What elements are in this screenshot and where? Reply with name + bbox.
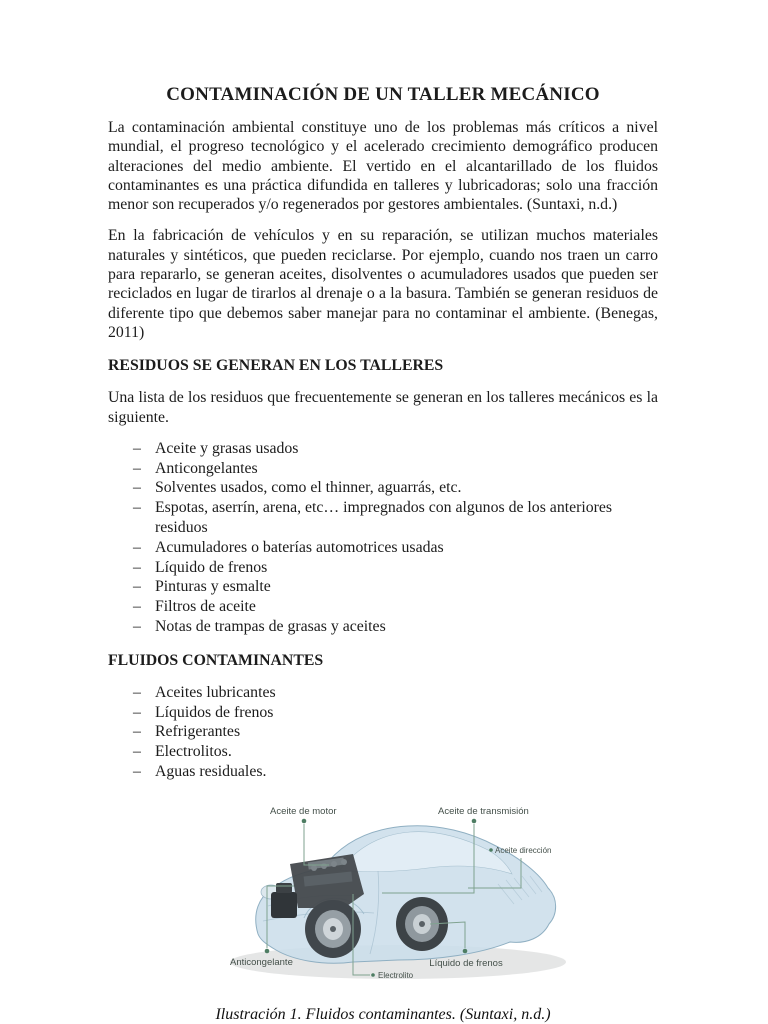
list-item-text: Electrolitos. bbox=[155, 743, 232, 761]
label-aceite-de-transmision: Aceite de transmisión bbox=[438, 805, 529, 817]
list-item bbox=[133, 538, 658, 558]
section-heading-fluidos: FLUIDOS CONTAMINANTES bbox=[108, 651, 324, 669]
paragraph-intro: La contaminación ambiental constituye uno de los problemas más críticos a nivel mundial, el progreso tecnológico y el acelerado crecimiento demográfico producen alteraciones del medio ambiente. El vertido en el alcantarillado de los fluidos contaminantes es una práctica difundida en talleres y lubricadoras; solo una fracción menor son recuperados y/o regenerados por gestores ambientales. (Suntaxi, n.d.) bbox=[108, 119, 658, 214]
dash-bullet: – bbox=[133, 558, 141, 576]
list-item bbox=[133, 577, 658, 597]
list-item bbox=[133, 683, 658, 703]
list-item-text: Pinturas y esmalte bbox=[155, 578, 271, 596]
dash-bullet: – bbox=[133, 538, 141, 556]
label-liquido-de-frenos: Líquido de frenos bbox=[429, 957, 503, 969]
list-item-text: Notas de trampas de grasas y aceites bbox=[155, 618, 386, 636]
section-heading-residuos: RESIDUOS SE GENERAN EN LOS TALLERES bbox=[108, 357, 444, 375]
rear-wheel bbox=[396, 897, 448, 951]
list-item bbox=[133, 439, 658, 459]
dot-steering-oil bbox=[489, 848, 493, 852]
battery bbox=[271, 892, 297, 918]
dash-bullet: – bbox=[133, 683, 141, 701]
car-illustration bbox=[108, 796, 658, 996]
list-item-text: Anticongelantes bbox=[155, 459, 258, 477]
dot-electrolyte bbox=[371, 973, 375, 977]
list-item bbox=[133, 459, 658, 479]
fluidos-list bbox=[108, 683, 658, 782]
dash-bullet: – bbox=[133, 499, 141, 517]
illustration-caption: Ilustración 1. Fluidos contaminantes. (Suntaxi, n.d.) bbox=[215, 1005, 551, 1023]
dash-bullet: – bbox=[133, 763, 141, 781]
list-item-text: Acumuladores o baterías automotrices usadas bbox=[155, 538, 444, 556]
dash-bullet: – bbox=[133, 743, 141, 761]
dash-bullet: – bbox=[133, 479, 141, 497]
residuos-list-intro: Una lista de los residuos que frecuentemente se generan en los talleres mecánicos es la siguiente. bbox=[108, 389, 658, 426]
paragraph-fabricacion: En la fabricación de vehículos y en su reparación, se utilizan muchos materiales naturales y sintéticos, que pueden reciclarse. Por ejemplo, cuando nos traen un carro para repararlo, se generan aceites, disolventes o acumuladores usados que pueden ser reciclados en lugar de tirarlos al drenaje o a la basura. También se generan residuos de diferente tipo que debemos saber manejar para no contaminar el ambiente. (Benegas, 2011) bbox=[108, 227, 658, 341]
list-item-text: Líquido de frenos bbox=[155, 558, 268, 576]
label-electrolito: Electrolito bbox=[378, 970, 414, 980]
list-item-text: Refrigerantes bbox=[155, 723, 241, 741]
dot-engine-oil bbox=[302, 819, 307, 824]
list-item-text: Aceites lubricantes bbox=[155, 683, 276, 701]
dash-bullet: – bbox=[133, 578, 141, 596]
residuos-list bbox=[108, 439, 658, 637]
list-item-text: Líquidos de frenos bbox=[155, 703, 274, 721]
list-item-text: Espotas, aserrín, arena, etc… impregnados con algunos de los anteriores residuos bbox=[155, 499, 613, 537]
dot-transmission-oil bbox=[472, 819, 477, 824]
dash-bullet: – bbox=[133, 618, 141, 636]
dash-bullet: – bbox=[133, 703, 141, 721]
car-illustration-figure bbox=[108, 796, 658, 1024]
list-item bbox=[133, 722, 658, 742]
list-item bbox=[133, 703, 658, 723]
list-item bbox=[133, 742, 658, 762]
label-aceite-de-motor: Aceite de motor bbox=[270, 805, 337, 817]
list-item-text: Filtros de aceite bbox=[155, 598, 256, 616]
list-item-text: Aceite y grasas usados bbox=[155, 439, 299, 457]
dash-bullet: – bbox=[133, 723, 141, 741]
label-aceite-direccion: Aceite dirección bbox=[495, 845, 552, 855]
list-item-text: Aguas residuales. bbox=[155, 763, 267, 781]
list-item bbox=[133, 617, 658, 637]
list-item bbox=[133, 498, 658, 538]
dot-brake-fluid bbox=[463, 949, 468, 954]
dash-bullet: – bbox=[133, 598, 141, 616]
list-item bbox=[133, 762, 658, 782]
page-title: CONTAMINACIÓN DE UN TALLER MECÁNICO bbox=[166, 84, 600, 105]
label-anticongelante: Anticongelante bbox=[230, 956, 293, 968]
list-item bbox=[133, 558, 658, 578]
list-item bbox=[133, 478, 658, 498]
dash-bullet: – bbox=[133, 439, 141, 457]
list-item bbox=[133, 597, 658, 617]
dash-bullet: – bbox=[133, 459, 141, 477]
dot-antifreeze bbox=[265, 949, 270, 954]
list-item-text: Solventes usados, como el thinner, aguarrás, etc. bbox=[155, 479, 462, 497]
